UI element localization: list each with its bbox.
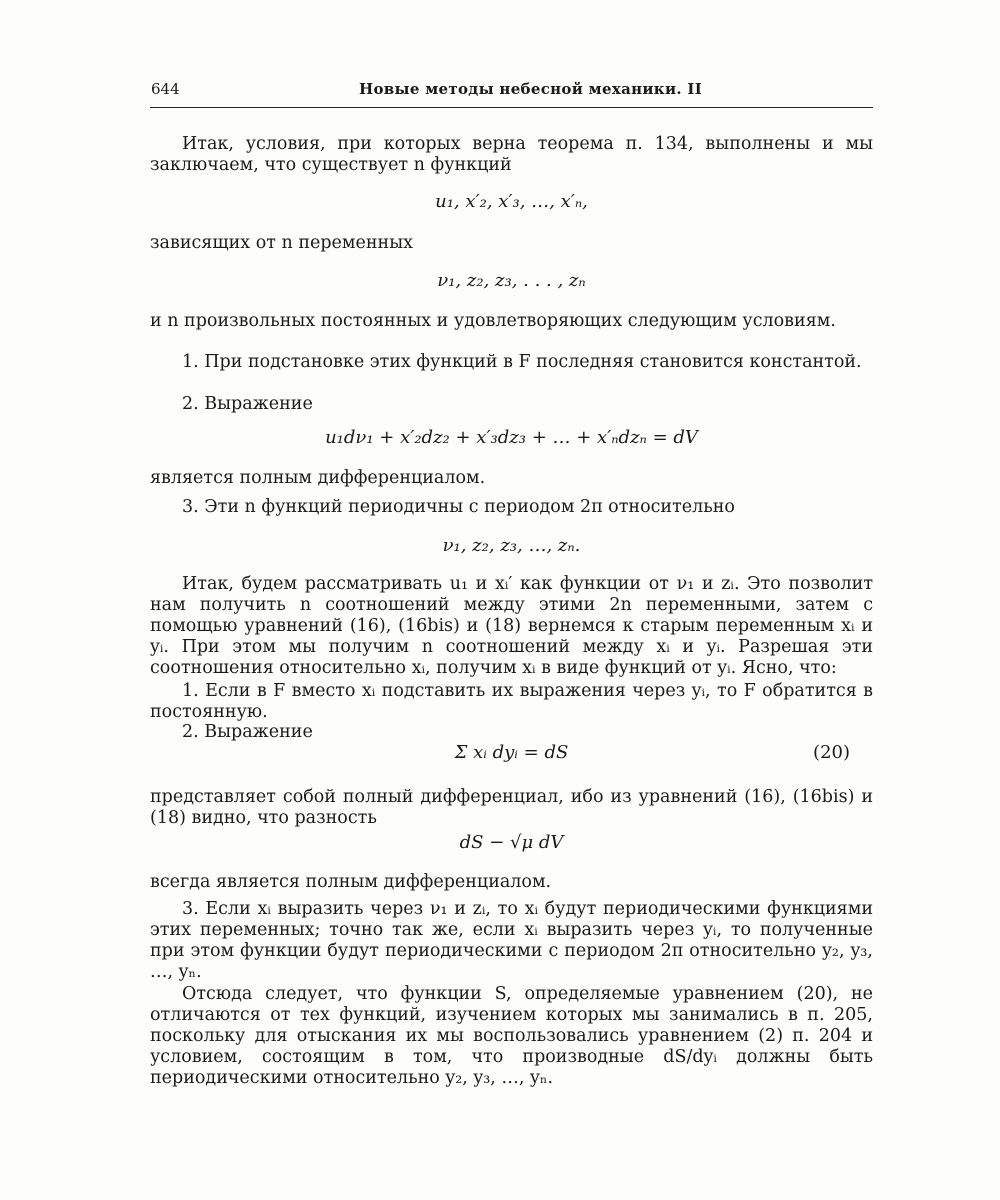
equation-number: (20) [813,742,850,763]
running-header [151,80,873,104]
paragraph-relations: Итак, будем рассматривать u₁ и xᵢ′ как функции от ν₁ и zᵢ. Это позволит нам получить n соотношений между этими 2n переменными, затем с помощью уравнений (16), (16bis) и (18) вернемся к старым переменным xᵢ и yᵢ. При этом мы получим n соотношений между xᵢ и yᵢ. Разрешая эти соотношения относительно xᵢ, получим xᵢ в виде функций от yᵢ. Ясно, что: [150,574,873,678]
text-line: зависящих от n переменных [150,233,413,253]
paragraph-constants: и n произвольных постоянных и удовлетворяющих следующим условиям. [150,311,836,331]
header-rule [150,107,873,108]
text-line: является полным дифференциалом. [150,468,486,488]
condition-2-label: 2. Выражение [182,394,313,414]
item-3: 3. Если xᵢ выразить через ν₁ и zᵢ, то xᵢ будут периодическими функциями этих переменных; точно так же, если xᵢ выразить через yᵢ, то полученные при этом функции будут периодическими с периодом 2π относительно y₂, y₃, …, yₙ. [150,899,873,982]
equation-dV: u₁dν₁ + x′₂dz₂ + x′₃dz₃ + … + x′ₙdzₙ = dV [325,427,698,448]
page-number: 644 [151,80,180,98]
equation-difference: dS − √μ dV [459,832,564,853]
equation-periodic-vars: ν₁, z₂, z₃, …, zₙ. [442,535,581,556]
condition-3: 3. Эти n функций периодичны с периодом 2π относительно [182,497,735,517]
paragraph-differential: представляет собой полный дифференциал, ибо из уравнений (16), (16bis) и (18) видно, что разность [150,787,873,828]
equation-functions: u₁, x′₂, x′₃, …, x′ₙ, [435,191,588,212]
item-1: 1. Если в F вместо xᵢ подставить их выражения через yᵢ, то F обратится в постоянную. [150,681,873,722]
text-line: всегда является полным дифференциалом. [150,872,552,892]
paragraph-conclusion: Отсюда следует, что функции S, определяемые уравнением (20), не отличаются от тех функций, изучением которых мы занимались в п. 205, поскольку для отыскания их мы воспользовались уравнением (2) п. 204 и условием, состоящим в том, что производные dS/dyᵢ должны быть периодическими относительно y₂, y₃, …, yₙ. [150,984,873,1088]
condition-1: 1. При подстановке этих функций в F последняя становится константой. [182,352,862,372]
equation-dS: Σ xᵢ dyᵢ = dS [454,742,569,763]
item-2-label: 2. Выражение [182,722,313,742]
equation-variables: ν₁, z₂, z₃, . . . , zₙ [437,270,586,291]
running-title: Новые методы небесной механики. II [359,80,703,98]
paragraph-conditions: Итак, условия, при которых верна теорема п. 134, выполнены и мы заключаем, что существует n функций [150,134,873,175]
